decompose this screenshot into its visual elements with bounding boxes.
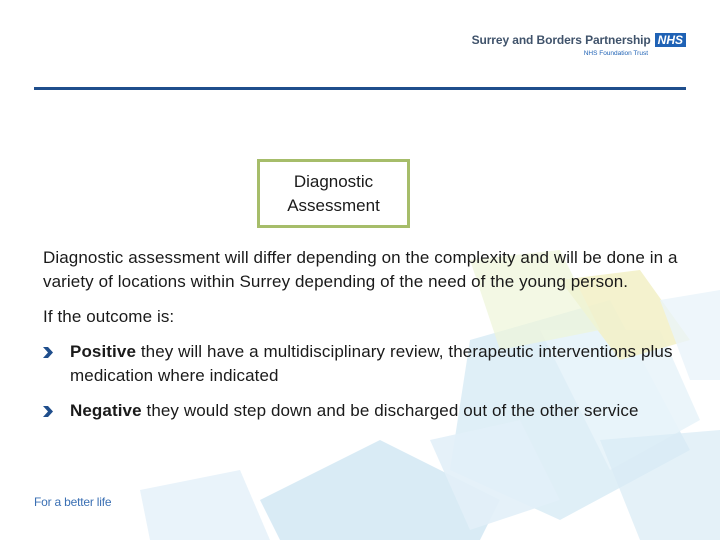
chevron-right-icon — [43, 347, 53, 358]
trust-logo — [472, 33, 686, 57]
trust-name: NHS Foundation Trust — [583, 50, 648, 57]
chevron-right-icon — [43, 406, 53, 417]
outcome-text: they will have a multidisciplinary review, therapeutic interventions plus medication where indicated — [70, 342, 673, 385]
outcome-lead: If the outcome is: — [43, 307, 175, 326]
slide-body — [43, 246, 703, 434]
footer-tagline: For a better life — [34, 495, 112, 509]
nhs-logo-badge: NHS — [655, 33, 686, 47]
list-item — [43, 340, 703, 388]
header-divider — [34, 87, 686, 90]
outcome-label: Positive — [70, 342, 136, 361]
slide-title-line-1: Diagnostic — [293, 171, 374, 191]
list-item — [43, 399, 703, 423]
outcome-list — [43, 340, 703, 423]
org-name: Surrey and Borders Partnership — [471, 33, 651, 47]
slide-title-line-2: Assessment — [287, 195, 380, 215]
outcome-label: Negative — [70, 401, 142, 420]
intro-paragraph: Diagnostic assessment will differ depending on the complexity and will be done in a variety of locations within Surrey depending of the need of the young person. — [43, 248, 678, 291]
slide-title-box — [257, 159, 410, 228]
outcome-text: they would step down and be discharged out of the other service — [141, 401, 639, 420]
